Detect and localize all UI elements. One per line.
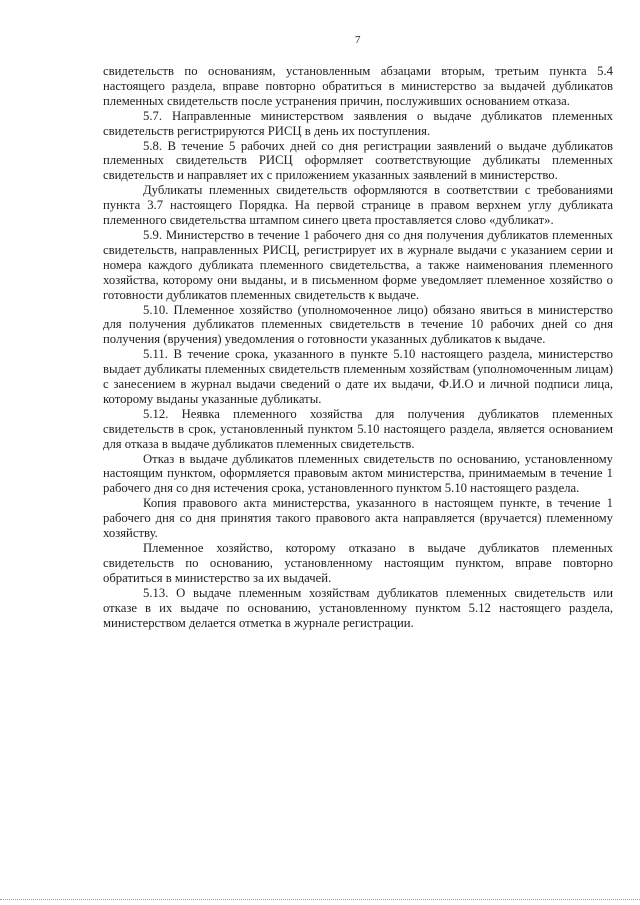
paragraph-5-12-refusal: Отказ в выдаче дубликатов племенных свидетельств по основанию, установленному настоящим пунктом, оформляется правовым актом министерства, принимаемым в течение 1 рабочего дня со дня истечения срока, установленного пунктом 5.10 настоящего раздела. bbox=[103, 451, 613, 496]
paragraph-5-8: 5.8. В течение 5 рабочих дней со дня регистрации заявлений о выдаче дубликатов племенных свидетельств РИСЦ оформляет соответствующие дубликаты племенных свидетельств и направляет их с приложением указанных заявлений в министерство. bbox=[103, 138, 613, 183]
paragraph-5-8-duplicates: Дубликаты племенных свидетельств оформляются в соответствии с требованиями пункта 3.7 настоящего Порядка. На первой странице в правом верхнем углу дубликата племенного свидетельства штампом синего цвета проставляется слово «дубликат». bbox=[103, 183, 613, 228]
paragraph-5-10: 5.10. Племенное хозяйство (уполномоченное лицо) обязано явиться в министерство для получения дубликатов племенных свидетельств в течение 10 рабочих дней со дня получения (вручения) уведомления о готовности указанных дубликатов к выдаче. bbox=[103, 302, 613, 347]
document-body bbox=[103, 64, 613, 630]
paragraph-5-7: 5.7. Направленные министерством заявления о выдаче дубликатов племенных свидетельств регистрируются РИСЦ в день их поступления. bbox=[103, 108, 613, 138]
paragraph-5-11: 5.11. В течение срока, указанного в пункте 5.10 настоящего раздела, министерство выдает дубликаты племенных свидетельств племенным хозяйствам (уполномоченным лицам) с занесением в журнал выдачи сведений о дате их выдачи, Ф.И.О и личной подписи лица, которому выданы указанные дубликаты. bbox=[103, 347, 613, 406]
paragraph-5-13: 5.13. О выдаче племенным хозяйствам дубликатов племенных свидетельств или отказе в их выдаче по основанию, установленному пунктом 5.12 настоящего раздела, министерством делается отметка в журнале регистрации. bbox=[103, 585, 613, 630]
paragraph-5-12-copy: Копия правового акта министерства, указанного в настоящем пункте, в течение 1 рабочего дня со дня принятия такого правового акта направляется (вручается) племенному хозяйству. bbox=[103, 496, 613, 541]
scan-edge-divider bbox=[0, 899, 640, 900]
paragraph-5-12-reapply: Племенное хозяйство, которому отказано в выдаче дубликатов племенных свидетельств по основанию, установленному настоящим пунктом, вправе повторно обратиться в министерство за их выдачей. bbox=[103, 541, 613, 585]
paragraph-continuation: свидетельств по основаниям, установленным абзацами вторым, третьим пункта 5.4 настоящего раздела, вправе повторно обратиться в министерство за выдачей дубликатов племенных свидетельств после устранения причин, послуживших основанием отказа. bbox=[103, 64, 613, 108]
page-number: 7 bbox=[355, 34, 361, 46]
paragraph-5-12: 5.12. Неявка племенного хозяйства для получения дубликатов племенных свидетельств в срок, установленный пунктом 5.10 настоящего раздела, является основанием для отказа в выдаче дубликатов племенных свидетельств. bbox=[103, 406, 613, 451]
paragraph-5-9: 5.9. Министерство в течение 1 рабочего дня со дня получения дубликатов племенных свидетельств, направленных РИСЦ, регистрирует их в журнале выдачи с указанием серии и номера каждого дубликата племенного свидетельства, а также наименования племенного хозяйства, которому они выданы, и в письменном форме уведомляет племенное хозяйство о готовности дубликатов племенных свидетельств к выдаче. bbox=[103, 227, 613, 302]
